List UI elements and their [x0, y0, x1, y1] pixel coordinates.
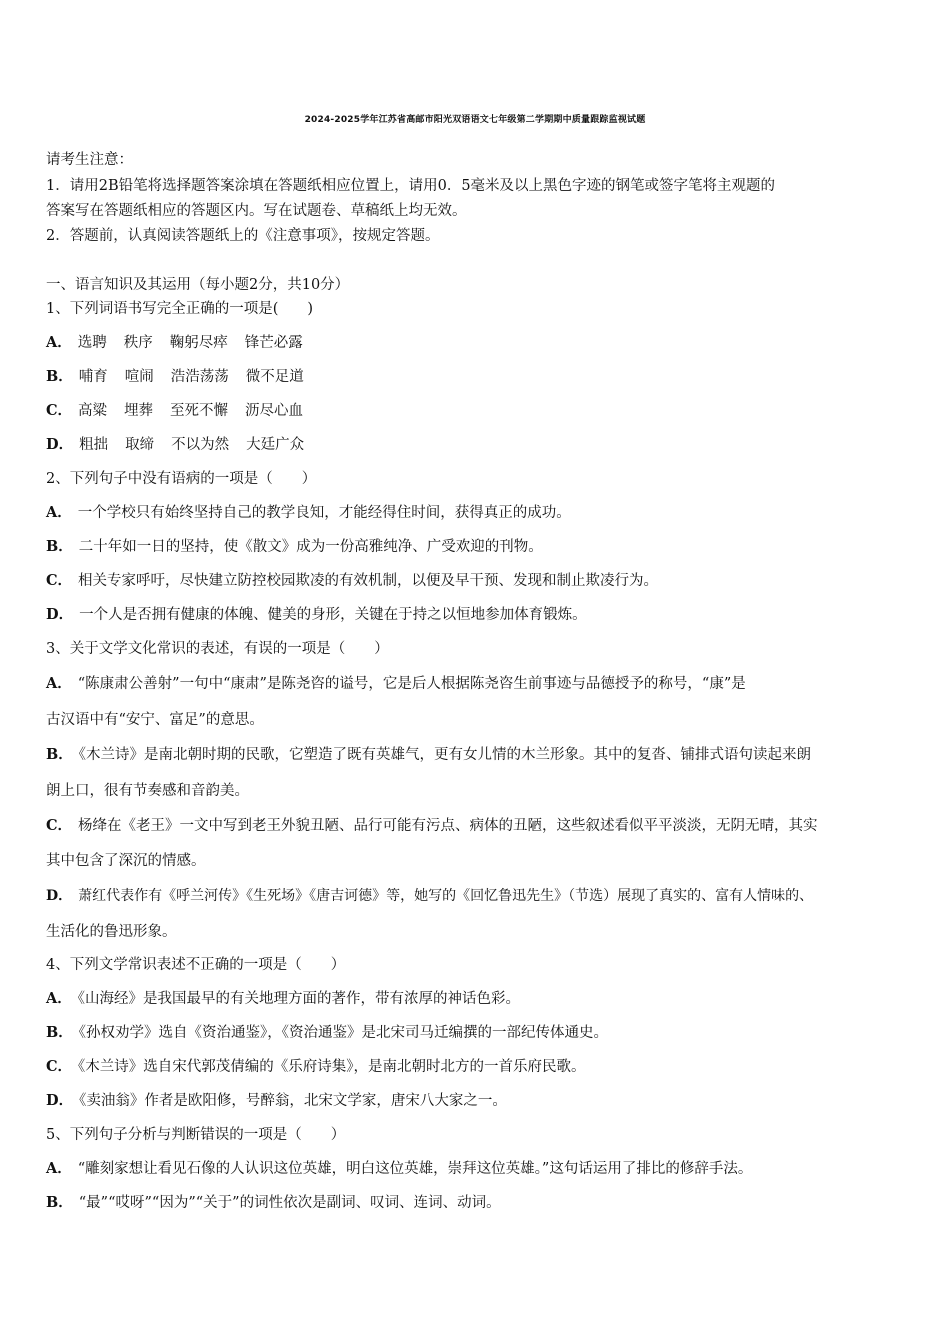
option-label: A． — [46, 504, 72, 521]
option-word: 取缔 — [125, 437, 155, 453]
question-3-option-b-continued: 朗上口，很有节奏感和音韵美。 — [46, 783, 249, 799]
option-label: C． — [46, 817, 73, 834]
question-5-option-b — [46, 1194, 501, 1212]
option-word: 鞠躬尽瘁 — [169, 335, 228, 351]
option-text: 杨绛在《老王》一文中写到老王外貌丑陋、品行可能有污点、病体的丑陋，这些叙述看似平平淡淡，无阴无晴，其实 — [78, 818, 818, 834]
option-label: A． — [46, 334, 72, 351]
option-word: 锋芒必露 — [244, 335, 303, 351]
option-word: 高粱 — [78, 403, 108, 419]
question-3-option-c-continued: 其中包含了深沉的情感。 — [46, 853, 206, 869]
option-label: C． — [46, 1058, 73, 1075]
option-word: 浩浩荡荡 — [170, 369, 229, 385]
notice-heading: 请考生注意： — [46, 152, 133, 168]
option-text: “雕刻家想让看见石像的人认识这位英雄，明白这位英雄，崇拜这位英雄。”这句话运用了排比的修辞手法。 — [77, 1161, 753, 1177]
exam-title: 2024-2025学年江苏省高邮市阳光双语语文七年级第二学期期中质量跟踪监视试题 — [304, 115, 646, 125]
question-3-stem: 3、关于文学文化常识的表述，有误的一项是（ ） — [46, 641, 389, 657]
question-3-option-d — [46, 887, 813, 905]
option-word: 粗拙 — [79, 437, 109, 453]
notice-item-2: 2．答题前，认真阅读答题纸上的《注意事项》，按规定答题。 — [46, 228, 440, 244]
question-4-option-a — [46, 990, 520, 1008]
option-label: D． — [46, 888, 73, 904]
question-5-stem: 5、下列句子分析与判断错误的一项是（ ） — [46, 1127, 346, 1143]
question-3-option-a — [46, 675, 746, 693]
question-2-stem: 2、下列句子中没有语病的一项是（ ） — [46, 471, 317, 487]
question-3-option-c — [46, 817, 818, 835]
option-label: B． — [46, 1194, 73, 1211]
option-word: 埋葬 — [124, 403, 154, 419]
notice-item-1-line-2: 答案写在答题纸相应的答题区内。写在试题卷、草稿纸上均无效。 — [46, 203, 467, 219]
option-text: 《孙权劝学》选自《资治通鉴》，《资治通鉴》是北宋司马迁编撰的一部纪传体通史。 — [78, 1025, 609, 1041]
question-3-option-d-continued: 生活化的鲁迅形象。 — [46, 924, 177, 940]
option-label: B． — [46, 1024, 73, 1041]
question-5-option-a — [46, 1160, 752, 1178]
question-1-option-d — [46, 436, 321, 454]
option-text: “陈康肃公善射”一句中“康肃”是陈尧咨的谥号，它是后人根据陈尧咨生前事迹与品德授予的称号，“康”是 — [77, 676, 746, 692]
option-text: 《卖油翁》作者是欧阳修，号醉翁，北宋文学家，唐宋八大家之一。 — [79, 1093, 507, 1109]
option-label: C． — [46, 402, 73, 419]
option-label: B． — [46, 368, 73, 385]
option-text: 一个学校只有始终坚持自己的教学良知，才能经得住时间，获得真正的成功。 — [77, 505, 571, 521]
question-2-option-c — [46, 572, 658, 590]
notice-item-1-line-1: 1．请用2B铅笔将选择题答案涂填在答题纸相应位置上，请用0．5毫米及以上黑色字迹的钢笔或签字笔将主观题的 — [46, 178, 776, 194]
question-3-option-a-continued: 古汉语中有“安宁、富足”的意思。 — [46, 712, 264, 728]
question-1-option-c — [46, 402, 320, 420]
question-1-stem: 1、下列词语书写完全正确的一项是( ) — [46, 301, 314, 317]
question-2-option-d — [46, 606, 587, 624]
option-text: 萧红代表作有《呼兰河传》《生死场》《唐吉诃德》等，她写的《回忆鲁迅先生》（节选）展现了真实的、富有人情味的、 — [78, 888, 814, 904]
option-word: 选聘 — [77, 335, 107, 351]
option-label: D． — [46, 1092, 74, 1109]
option-label: D． — [46, 436, 74, 453]
option-text: “最”“哎呀”“因为”“关于”的词性依次是副词、叹词、连词、动词。 — [78, 1195, 501, 1211]
section-heading: 一、语言知识及其运用（每小题2分，共10分） — [46, 277, 350, 293]
option-text: 一个人是否拥有健康的体魄、健美的身形，关键在于持之以恒地参加体育锻炼。 — [79, 607, 587, 623]
option-label: B． — [46, 746, 73, 763]
option-word: 微不足道 — [245, 369, 304, 385]
option-word: 哺育 — [78, 369, 108, 385]
option-word: 秩序 — [123, 335, 153, 351]
option-text: 二十年如一日的坚持，使《散文》成为一份高雅纯净、广受欢迎的刊物。 — [78, 539, 543, 555]
option-label: A． — [46, 990, 72, 1007]
option-text: 相关专家呼吁，尽快建立防控校园欺凌的有效机制，以便及早干预、发现和制止欺凌行为。 — [78, 573, 659, 589]
option-label: D． — [46, 606, 74, 623]
question-4-stem: 4、下列文学常识表述不正确的一项是（ ） — [46, 957, 346, 973]
question-4-option-b — [46, 1024, 608, 1042]
option-text: 《山海经》是我国最早的有关地理方面的著作，带有浓厚的神话色彩。 — [77, 991, 521, 1007]
option-text: 《木兰诗》是南北朝时期的民歌，它塑造了既有英雄气，更有女儿情的木兰形象。其中的复沓、铺排式语句读起来朗 — [78, 747, 812, 763]
question-4-option-d — [46, 1092, 507, 1110]
option-label: B． — [46, 538, 73, 555]
option-word: 大廷广众 — [246, 437, 305, 453]
option-word: 沥尽心血 — [245, 403, 304, 419]
question-1-option-b — [46, 368, 321, 386]
option-label: A． — [46, 1160, 72, 1177]
question-4-option-c — [46, 1058, 586, 1076]
option-word: 喧闹 — [124, 369, 154, 385]
option-text: 《木兰诗》选自宋代郭茂倩编的《乐府诗集》，是南北朝时北方的一首乐府民歌。 — [78, 1059, 586, 1075]
option-word: 不以为然 — [171, 437, 230, 453]
option-label: C． — [46, 572, 73, 589]
option-label: A． — [46, 675, 72, 692]
question-1-option-a — [46, 334, 320, 352]
option-word: 至死不懈 — [170, 403, 229, 419]
question-3-option-b — [46, 746, 811, 764]
question-2-option-a — [46, 504, 571, 522]
question-2-option-b — [46, 538, 543, 556]
